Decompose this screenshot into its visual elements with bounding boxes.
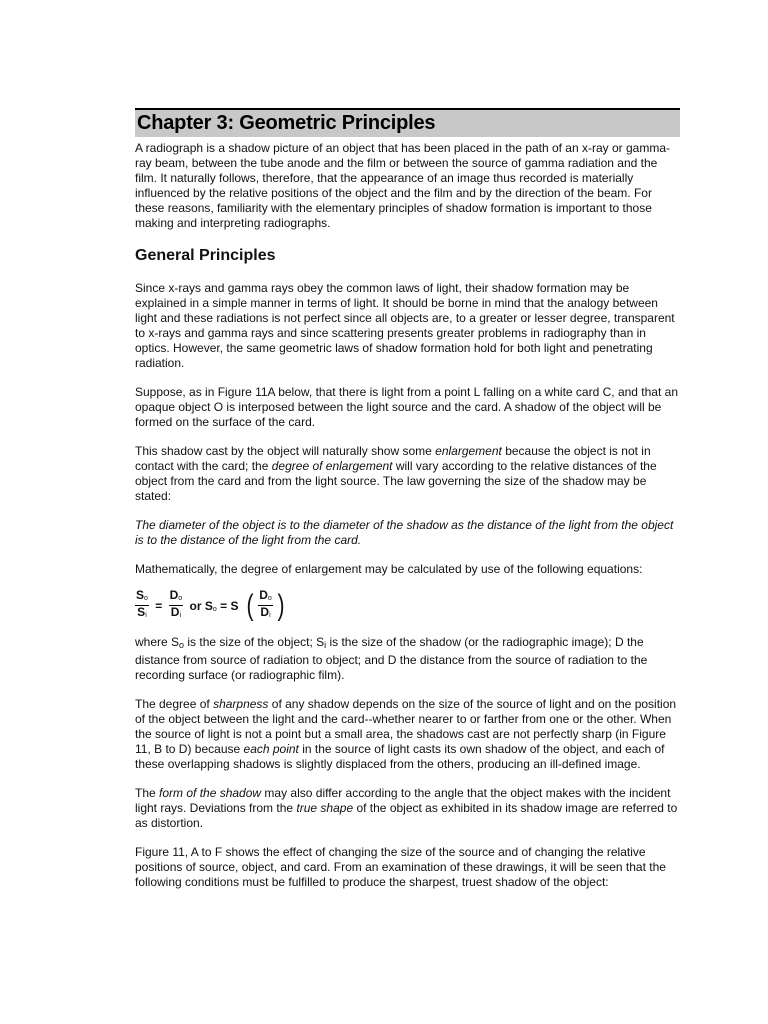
chapter-title: Chapter 3: Geometric Principles: [135, 108, 680, 137]
paragraph-mathematically: Mathematically, the degree of enlargement may be calculated by use of the following equations:: [135, 562, 643, 576]
intro-paragraph: A radiograph is a shadow picture of an object that has been placed in the path of an x-ray or gamma-ray beam, between the tube anode and the film or between the source of gamma radiation and the film. It naturally follows, therefore, that the appearance of an image thus recorded is materially influenced by the relative positions of the object and the film and by the direction of the beam. For these reasons, familiarity with the elementary principles of shadow formation is important to those making and interpreting radiographs.: [135, 141, 670, 230]
paragraph-figure-11a: Suppose, as in Figure 11A below, that there is light from a point L falling on a white card C, and that an opaque object O is interposed between the light source and the card. A shadow of the object will be formed on the surface of the card.: [135, 385, 678, 429]
fraction-do-di-paren: $\frac{Do}{Di}$: [259, 588, 272, 619]
paragraph-figure-11-a-f: Figure 11, A to F shows the effect of changing the size of the source and of changing the relative positions of source, object, and card. From an examination of these drawings, it will be seen that the following conditions must be fulfilled to produce the sharpest, truest shadow of the object:: [135, 845, 666, 889]
paragraph-where: where So is the size of the object; Si is the size of the shadow (or the radiographic image); D the distance from source of radiation to object; and D the distance from the source of radiation to the recording surface (or radiographic film).: [135, 635, 648, 682]
paragraph-sharpness: The degree of sharpness of any shadow depends on the size of the source of light and on the position of the object between the light and the card--whether nearer to or farther from one or the other. When the source of light is not a point but a small area, the shadows cast are not perfectly sharp (in Figure 11, B to D) because each point in the source of light casts its own shadow of the object, and each of these overlapping shadows is slightly displaced from the others, producing an ill-defined image.: [135, 697, 677, 771]
law-statement: The diameter of the object is to the diameter of the shadow as the distance of the light from the object is to the distance of the light from the card.: [135, 518, 674, 547]
page-content: [135, 108, 680, 890]
paragraph-light-laws: Since x-rays and gamma rays obey the common laws of light, their shadow formation may be explained in a simple manner in terms of light. It should be borne in mind that the analogy between light and these radiations is not perfect since all objects are, to a greater or lesser degree, transparent to x-rays and gamma rays and since scattering presents greater problems in radiography than in optics. However, the same geometric laws of shadow formation hold for both light and penetrating radiation.: [135, 281, 675, 370]
enlargement-formula: $\frac{So}{Si}$ = $\frac{Do}{Di}$ or So = S ( $\frac{Do}{Di}$ ): [136, 588, 285, 622]
fraction-so-si: $\frac{So}{Si}$: [136, 588, 148, 619]
formula-or: or So = S: [189, 598, 239, 613]
section-heading: General Principles: [135, 247, 276, 264]
fraction-do-di: $\frac{Do}{Di}$: [169, 588, 183, 619]
paragraph-distortion: The form of the shadow may also differ according to the angle that the object makes with the incident light rays. Deviations from the true shape of the object as exhibited in its shadow image are referred to as distortion.: [135, 786, 678, 830]
paragraph-enlargement: This shadow cast by the object will naturally show some enlargement because the object is not in contact with the card; the degree of enlargement will vary according to the relative distances of the object from the card and from the light source. The law governing the size of the shadow may be stated:: [135, 444, 657, 503]
